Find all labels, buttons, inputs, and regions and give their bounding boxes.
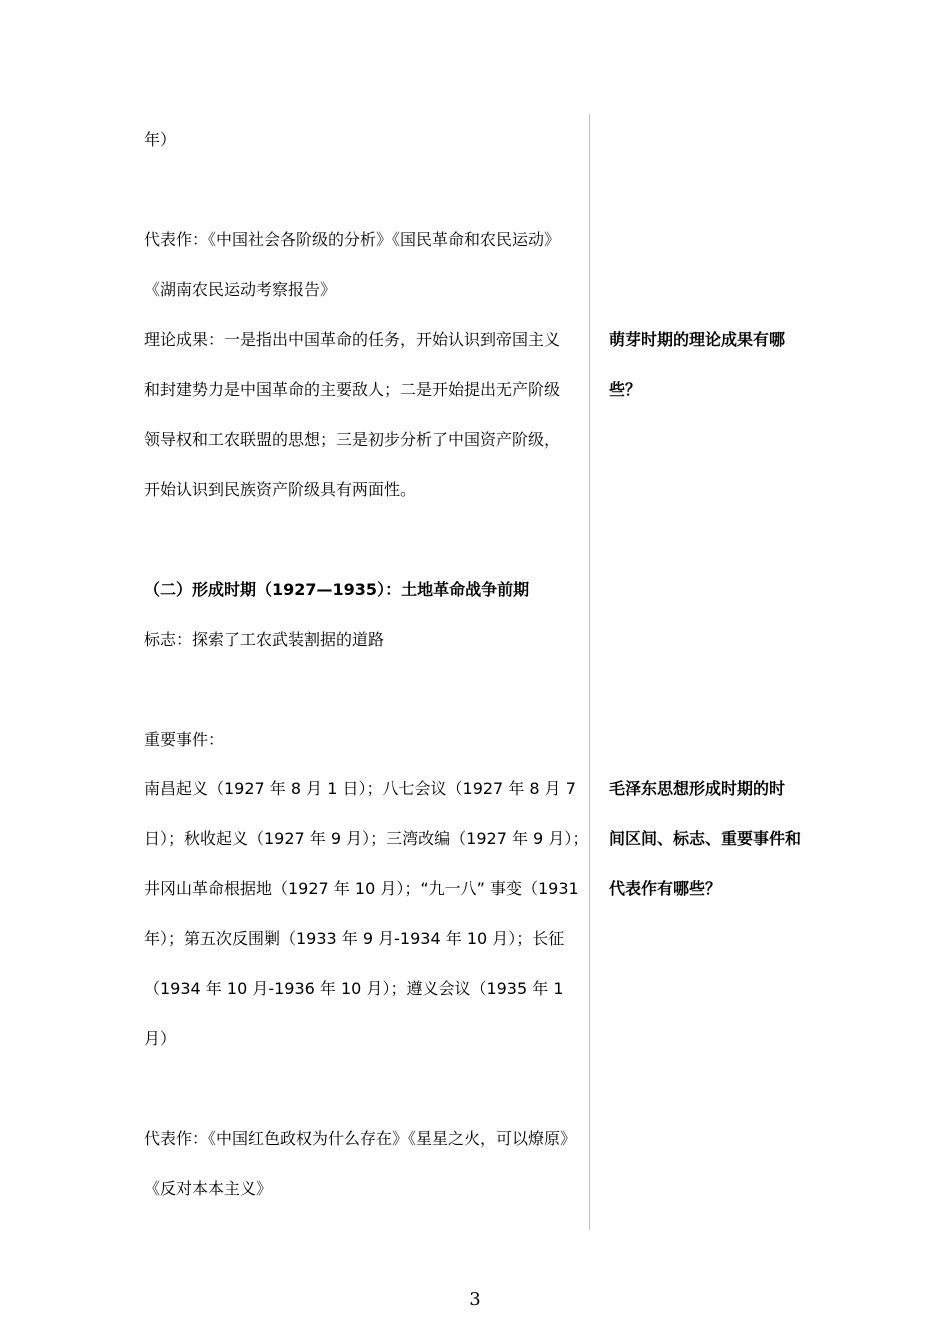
text-line: 南昌起义（1927 年 8 月 1 日）；八七会议（1927 年 8 月 7 (144, 779, 576, 798)
text-line: 年） (144, 130, 177, 149)
note-question: 些？ (609, 380, 642, 399)
text-line: 年）；第五次反围剿（1933 年 9 月-1934 年 10 月）；长征 (144, 929, 565, 948)
text-line: 日）；秋收起义（1927 年 9 月）；三湾改编（1927 年 9 月）； (144, 829, 589, 848)
text-line: 月） (144, 1029, 177, 1048)
note-question: 间区间、标志、重要事件和 (609, 829, 802, 848)
text-line: 代表作：《中国社会各阶级的分析》《国民革命和农民运动》 (144, 230, 561, 249)
text-line: 标志：探索了工农武装割据的道路 (144, 630, 385, 649)
note-question: 代表作有哪些？ (609, 879, 722, 898)
text-line: 理论成果：一是指出中国革命的任务，开始认识到帝国主义 (144, 330, 561, 349)
note-question: 萌芽时期的理论成果有哪 (609, 330, 786, 349)
note-question: 毛泽东思想形成时期的时 (609, 779, 786, 798)
text-line: 领导权和工农联盟的思想；三是初步分析了中国资产阶级， (144, 430, 561, 449)
text-line: 井冈山革命根据地（1927 年 10 月）；“九一八” 事变（1931 (144, 879, 579, 898)
text-line: 《反对本本主义》 (144, 1179, 273, 1198)
section-heading: （二）形成时期（1927—1935）：土地革命战争前期 (144, 580, 530, 599)
text-line: 《湖南农民运动考察报告》 (144, 280, 337, 299)
text-line: 开始认识到民族资产阶级具有两面性。 (144, 480, 417, 499)
text-line: （1934 年 10 月-1936 年 10 月）；遵义会议（1935 年 1 (144, 979, 564, 998)
text-line: 重要事件： (144, 730, 225, 749)
page-number: 3 (469, 1289, 481, 1310)
text-line: 代表作：《中国红色政权为什么存在》《星星之火，可以燎原》 (144, 1129, 577, 1148)
text-line: 和封建势力是中国革命的主要敌人；二是开始提出无产阶级 (144, 380, 561, 399)
column-divider (589, 114, 590, 1230)
